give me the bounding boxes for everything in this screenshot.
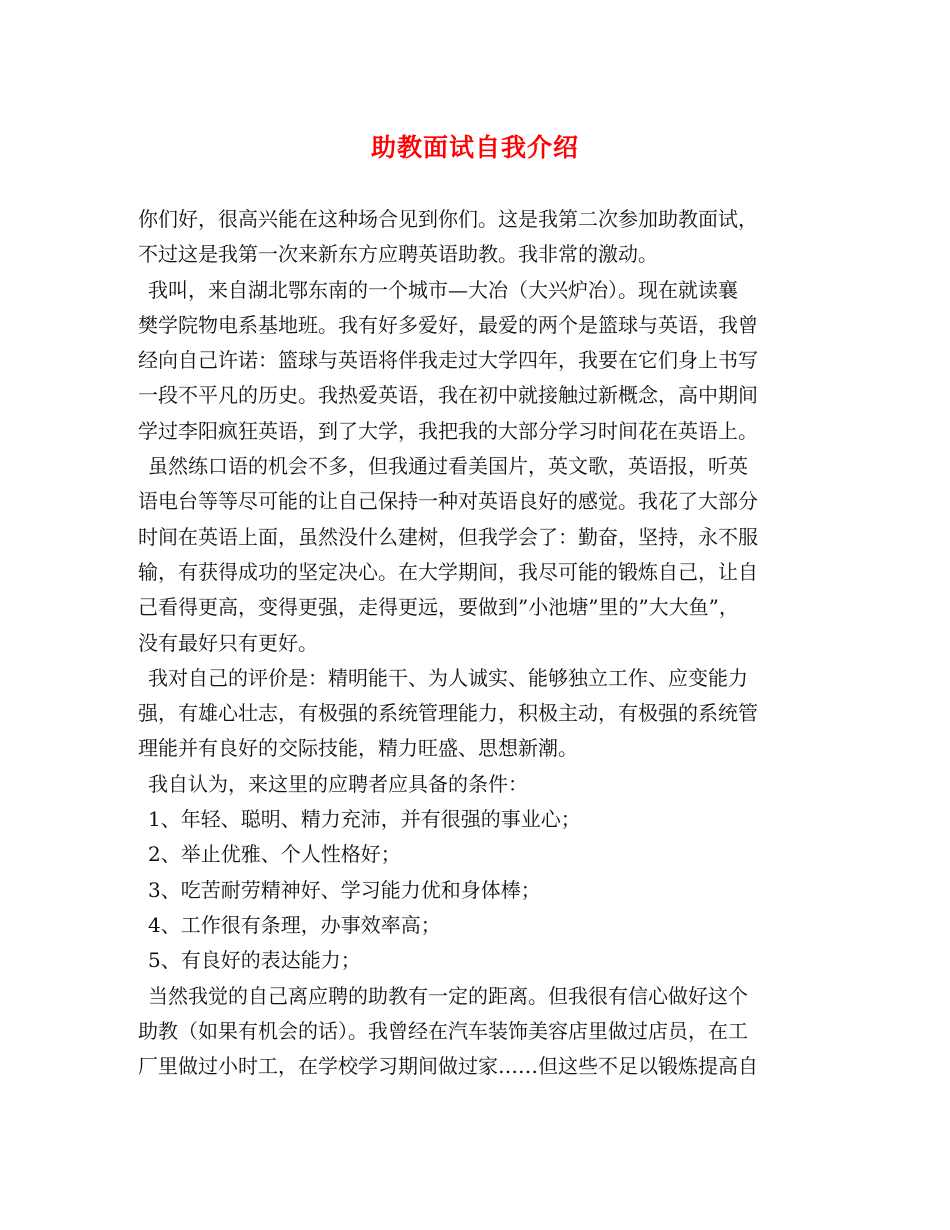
body-line: 我叫，来自湖北鄂东南的一个城市—大冶（大兴炉冶）。现在就读襄 bbox=[148, 277, 738, 302]
body-line: 当然我觉的自己离应聘的助教有一定的距离。但我很有信心做好这个 bbox=[148, 983, 748, 1008]
body-line: 没有最好只有更好。 bbox=[138, 630, 318, 655]
body-line: 学过李阳疯狂英语，到了大学，我把我的大部分学习时间花在英语上。 bbox=[138, 418, 758, 443]
body-line: 经向自己许诺：篮球与英语将伴我走过大学四年，我要在它们身上书写 bbox=[138, 348, 758, 373]
body-line: 不过这是我第一次来新东方应聘英语助教。我非常的激动。 bbox=[138, 242, 658, 267]
body-line: 己看得更高，变得更强，走得更远，要做到”小池塘”里的”大大鱼”， bbox=[138, 595, 739, 620]
body-line: 输，有获得成功的坚定决心。在大学期间，我尽可能的锻炼自己，让自 bbox=[138, 559, 758, 584]
body-line: 强，有雄心壮志，有极强的系统管理能力，积极主动，有极强的系统管 bbox=[138, 701, 758, 726]
body-line: 你们好，很高兴能在这种场合见到你们。这是我第二次参加助教面试， bbox=[138, 207, 758, 231]
body-line: 虽然练口语的机会不多，但我通过看美国片，英文歌，英语报，听英 bbox=[148, 454, 748, 479]
body-line: 3、吃苦耐劳精神好、学习能力优和身体棒； bbox=[148, 877, 541, 902]
body-line: 1、年轻、聪明、精力充沛，并有很强的事业心； bbox=[148, 807, 581, 832]
body-line: 我自认为，来这里的应聘者应具备的条件： bbox=[148, 771, 528, 796]
body-line: 4、工作很有条理，办事效率高； bbox=[148, 912, 441, 937]
body-line: 理能并有良好的交际技能，精力旺盛、思想新潮。 bbox=[138, 736, 578, 761]
document-title: 助教面试自我介绍 bbox=[370, 133, 579, 162]
body-line: 我对自己的评价是：精明能干、为人诚实、能够独立工作、应变能力 bbox=[148, 665, 748, 690]
body-line: 语电台等等尽可能的让自己保持一种对英语良好的感觉。我花了大部分 bbox=[138, 489, 758, 514]
body-line: 樊学院物电系基地班。我有好多爱好，最爱的两个是篮球与英语，我曾 bbox=[138, 312, 758, 337]
document-body bbox=[138, 202, 828, 1084]
body-line: 厂里做过小时工，在学校学习期间做过家……但这些不足以锻炼提高自 bbox=[138, 1054, 758, 1079]
body-line: 助教（如果有机会的话）。我曾经在汽车装饰美容店里做过店员，在工 bbox=[138, 1018, 748, 1043]
body-line: 5、有良好的表达能力； bbox=[148, 948, 361, 973]
body-line: 时间在英语上面，虽然没什么建树，但我学会了：勤奋，坚持，永不服 bbox=[138, 524, 758, 549]
body-line: 2、举止优雅、个人性格好； bbox=[148, 842, 401, 867]
body-line: 一段不平凡的历史。我热爱英语，我在初中就接触过新概念，高中期间 bbox=[138, 383, 758, 408]
